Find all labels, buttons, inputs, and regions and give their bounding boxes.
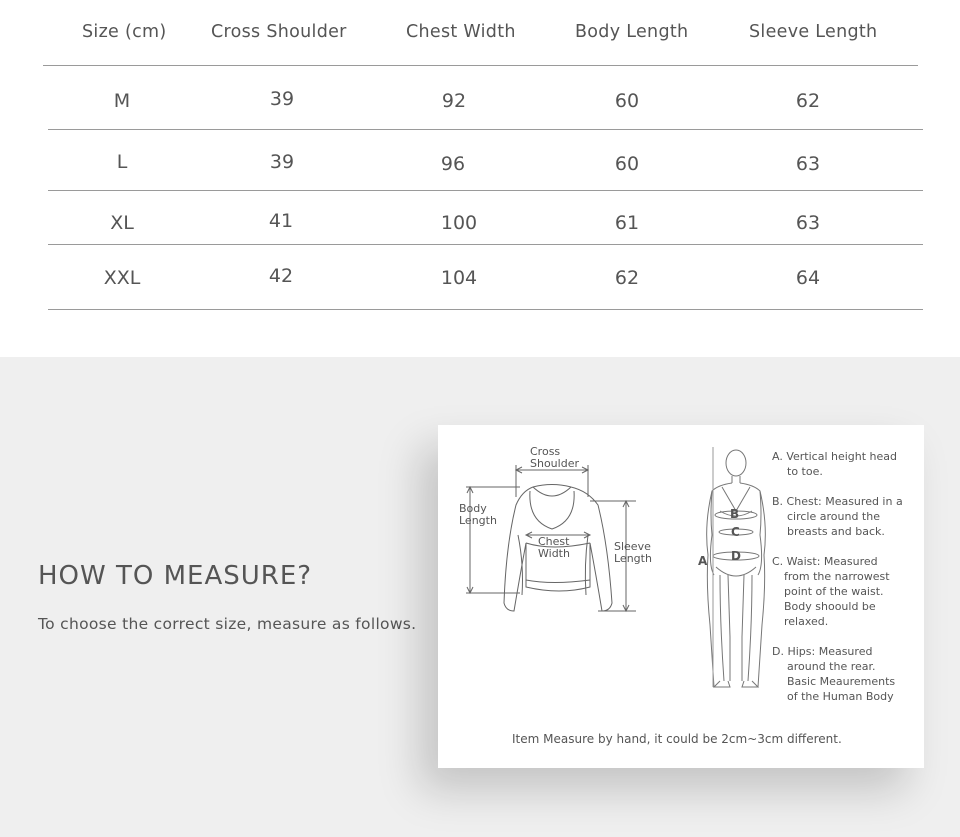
table-cell: 63 [795,153,821,175]
label-chest-1: Chest [538,535,570,548]
table-cell: 61 [614,212,640,234]
marker-c: C [731,525,740,539]
note-d4: of the Human Body [787,690,894,703]
note-c3: point of the waist. [784,585,884,598]
table-cell: 96 [440,153,466,175]
table-cell: 100 [440,212,478,234]
measurement-diagram-card [438,425,924,768]
section-title: HOW TO MEASURE? [38,561,313,591]
table-cell: 60 [614,90,640,112]
section-subtitle: To choose the correct size, measure as follows. [38,615,417,633]
note-c5: relaxed. [784,615,829,628]
row-divider [48,244,923,245]
note-b1: B. Chest: Measured in a [772,495,903,508]
table-cell: XL [110,212,134,234]
note-c4: Body shoould be [784,600,876,613]
note-b2: circle around the [787,510,880,523]
header-sleeve-length: Sleeve Length [749,22,878,42]
note-d2: around the rear. [787,660,876,673]
table-cell: 39 [269,151,295,173]
table-cell: L [116,151,128,173]
note-c1: C. Waist: Measured [772,555,878,568]
label-body-1: Body [459,502,487,515]
header-size: Size (cm) [82,22,167,42]
note-a2: to toe. [787,465,823,478]
table-cell: 60 [614,153,640,175]
header-body-length: Body Length [575,22,689,42]
table-cell: 41 [268,210,294,232]
table-cell: XXL [103,267,141,289]
table-cell: 42 [268,265,294,287]
size-table [0,0,960,357]
note-d3: Basic Meaurements [787,675,896,688]
table-cell: 92 [441,90,467,112]
measurement-diagram [438,425,924,768]
marker-a: A [698,554,708,568]
header-cross-shoulder: Cross Shoulder [211,22,347,42]
table-cell: 63 [795,212,821,234]
marker-b: B [730,507,740,521]
table-cell: 104 [440,267,478,289]
note-d1: D. Hips: Measured [772,645,873,658]
table-cell: 62 [614,267,640,289]
table-cell: M [113,90,131,112]
header-divider [43,65,918,66]
label-body-2: Length [459,514,497,527]
label-chest-2: Width [538,547,570,560]
marker-d: D [731,549,741,563]
label-cross-2: Shoulder [530,457,579,470]
table-bottom-divider [48,309,923,310]
table-cell: 62 [795,90,821,112]
measurement-notes [772,450,903,703]
row-divider [48,129,923,130]
row-divider [48,190,923,191]
label-cross-1: Cross [530,445,561,458]
body-illustration [707,447,766,687]
note-a1: A. Vertical height head [772,450,898,463]
diagram-footer-note: Item Measure by hand, it could be 2cm~3cm different. [512,732,842,746]
note-b3: breasts and back. [787,525,885,538]
label-sleeve-2: Length [614,552,652,565]
table-cell: 64 [795,267,821,289]
label-sleeve-1: Sleeve [614,540,651,553]
table-cell: 39 [269,88,295,110]
note-c2: from the narrowest [784,570,890,583]
how-to-measure-section [0,357,960,837]
header-chest-width: Chest Width [406,22,516,42]
